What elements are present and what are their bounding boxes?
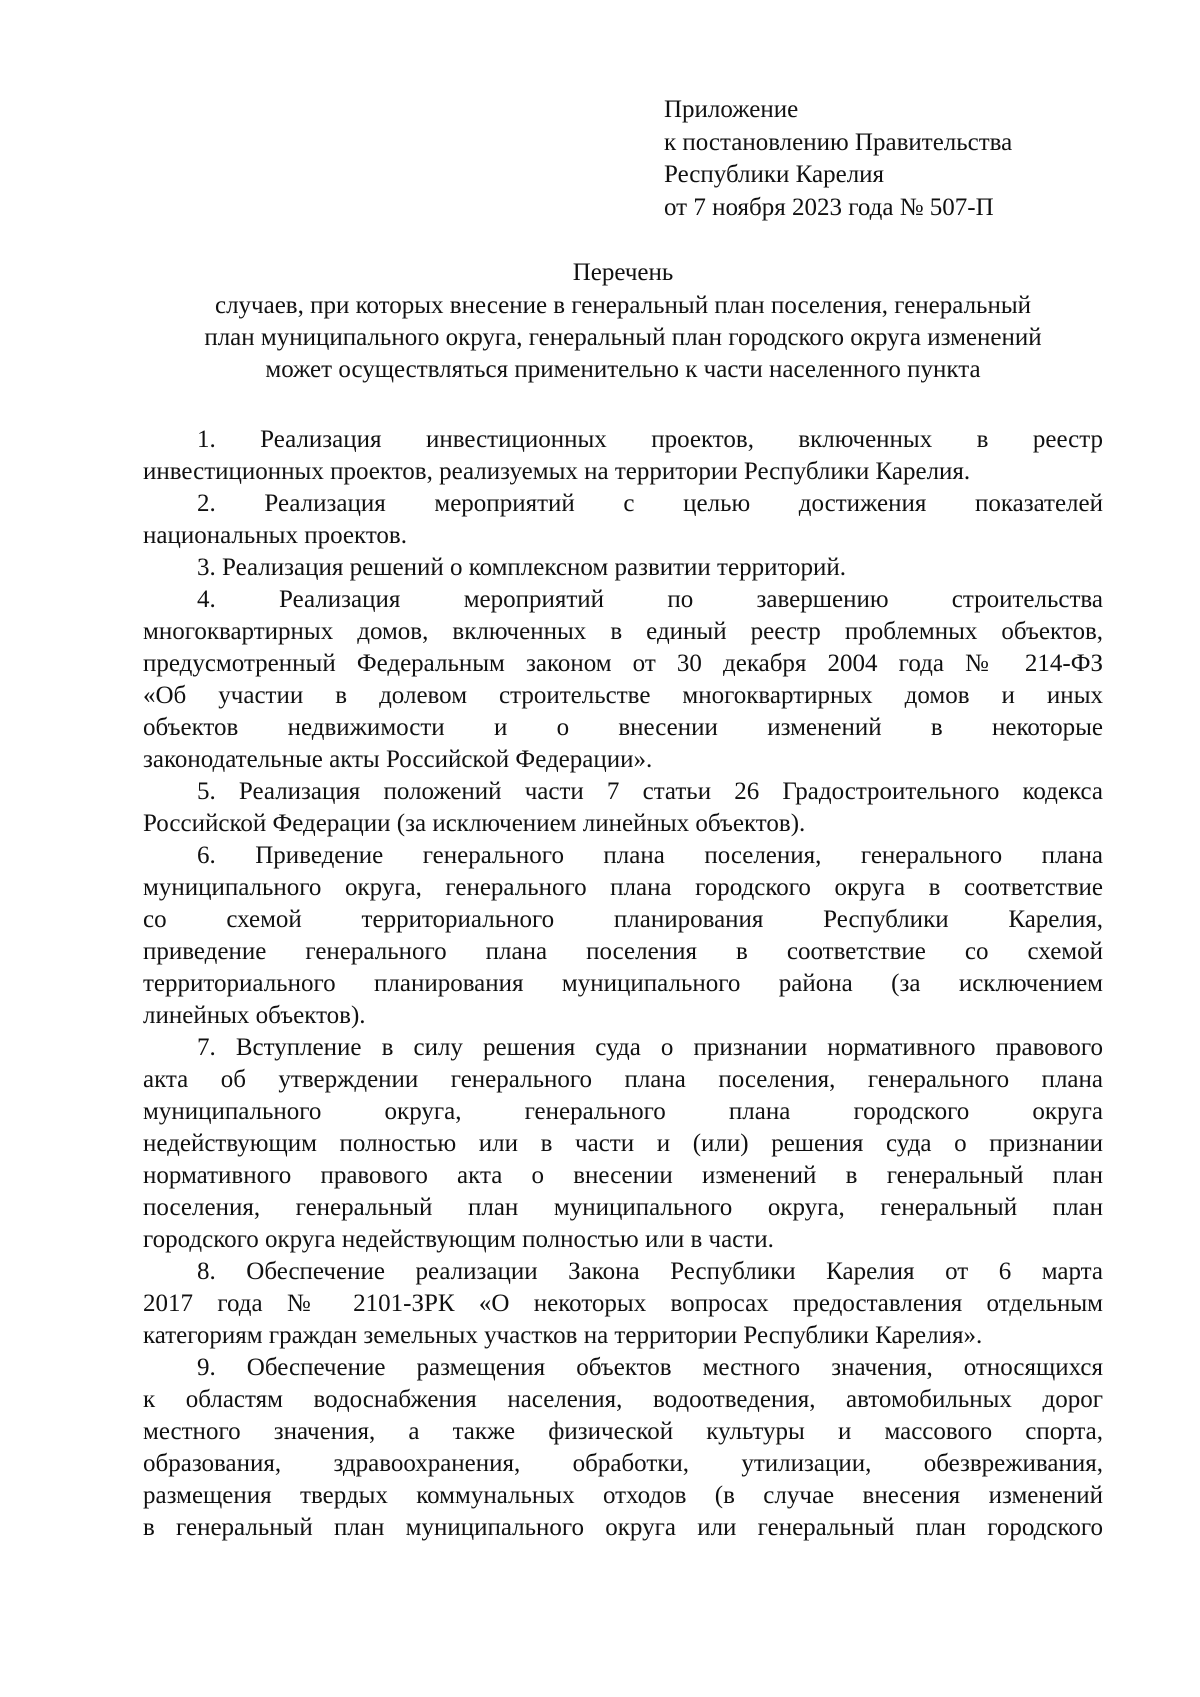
appendix-line: Приложение — [664, 96, 799, 123]
appendix-line: к постановлению Правительства — [664, 128, 1013, 156]
list-item-line: линейных объектов). — [143, 1002, 366, 1029]
list-item-line: 2. Реализация мероприятий с целью достижения показателей — [197, 490, 1103, 517]
document-title — [143, 257, 1103, 386]
list-item-9 — [143, 1352, 1103, 1544]
list-item-line: территориального планирования муниципального района (за исключением — [143, 970, 1103, 997]
list-item-line: законодательные акты Российской Федерации». — [143, 746, 653, 773]
list-item-line: муниципального округа, генерального плана городского округа в соответствие — [143, 874, 1103, 901]
list-item-line: муниципального округа, генерального плана городского округа — [143, 1098, 1103, 1125]
list-item-line: городского округа недействующим полностью или в части. — [143, 1226, 774, 1253]
list-item-line: 6. Приведение генерального плана поселения, генерального плана — [197, 842, 1103, 869]
list-item-line: местного значения, а также физической культуры и массового спорта, — [143, 1418, 1103, 1445]
list-item-line: приведение генерального плана поселения в соответствие со схемой — [143, 938, 1103, 965]
appendix-line: Республики Карелия — [664, 161, 885, 188]
list-item-line: 3. Реализация решений о комплексном развитии территорий. — [197, 554, 847, 581]
appendix-line: от 7 ноября 2023 года № 507-П — [664, 193, 994, 221]
list-item-line: 2017 года № 2101-ЗРК «О некоторых вопросах предоставления отдельным — [143, 1290, 1103, 1317]
document-body — [143, 424, 1103, 1544]
list-item-line: 7. Вступление в силу решения суда о признании нормативного правового — [197, 1034, 1103, 1061]
list-item-line: инвестиционных проектов, реализуемых на территории Республики Карелия. — [143, 458, 971, 485]
list-item-line: 4. Реализация мероприятий по завершению строительства — [197, 586, 1103, 613]
title-subtitle-line: может осуществляться применительно к части населенного пункта — [265, 356, 981, 383]
list-item-line: категориям граждан земельных участков на территории Республики Карелия». — [143, 1322, 983, 1349]
list-item-line: Российской Федерации (за исключением линейных объектов). — [143, 810, 806, 837]
list-item-1 — [143, 424, 1103, 488]
list-item-3 — [143, 552, 1103, 584]
list-item-line: 8. Обеспечение реализации Закона Республики Карелия от 6 марта — [197, 1258, 1103, 1285]
appendix-header — [664, 94, 1144, 224]
list-item-line: со схемой территориального планирования Республики Карелия, — [143, 906, 1103, 933]
list-item-line: «Об участии в долевом строительстве многоквартирных домов и иных — [143, 682, 1103, 709]
list-item-line: национальных проектов. — [143, 522, 407, 549]
list-item-line: предусмотренный Федеральным законом от 30 декабря 2004 года № 214-ФЗ — [143, 650, 1103, 677]
list-item-4 — [143, 584, 1103, 776]
list-item-6 — [143, 840, 1103, 1032]
list-item-line: акта об утверждении генерального плана поселения, генерального плана — [143, 1066, 1103, 1093]
list-item-line: 5. Реализация положений части 7 статьи 26 Градостроительного кодекса — [197, 778, 1103, 805]
list-item-8 — [143, 1256, 1103, 1352]
list-item-line: поселения, генеральный план муниципального округа, генеральный план — [143, 1194, 1103, 1221]
list-item-line: 1. Реализация инвестиционных проектов, включенных в реестр — [197, 426, 1103, 453]
list-item-line: многоквартирных домов, включенных в единый реестр проблемных объектов, — [143, 618, 1103, 645]
list-item-line: образования, здравоохранения, обработки, утилизации, обезвреживания, — [143, 1450, 1103, 1477]
list-item-line: 9. Обеспечение размещения объектов местного значения, относящихся — [197, 1354, 1103, 1381]
title-subtitle-line: план муниципального округа, генеральный план городского округа изменений — [204, 324, 1042, 351]
title-heading: Перечень — [572, 259, 674, 286]
list-item-line: в генеральный план муниципального округа или генеральный план городского — [143, 1514, 1103, 1541]
list-item-5 — [143, 776, 1103, 840]
list-item-7 — [143, 1032, 1103, 1256]
list-item-line: нормативного правового акта о внесении изменений в генеральный план — [143, 1162, 1103, 1189]
list-item-2 — [143, 488, 1103, 552]
list-item-line: к областям водоснабжения населения, водоотведения, автомобильных дорог — [143, 1386, 1103, 1413]
list-item-line: размещения твердых коммунальных отходов (в случае внесения изменений — [143, 1482, 1103, 1509]
list-item-line: объектов недвижимости и о внесении изменений в некоторые — [143, 714, 1103, 741]
title-subtitle-line: случаев, при которых внесение в генеральный план поселения, генеральный — [214, 292, 1032, 319]
list-item-line: недействующим полностью или в части и (или) решения суда о признании — [143, 1130, 1103, 1157]
